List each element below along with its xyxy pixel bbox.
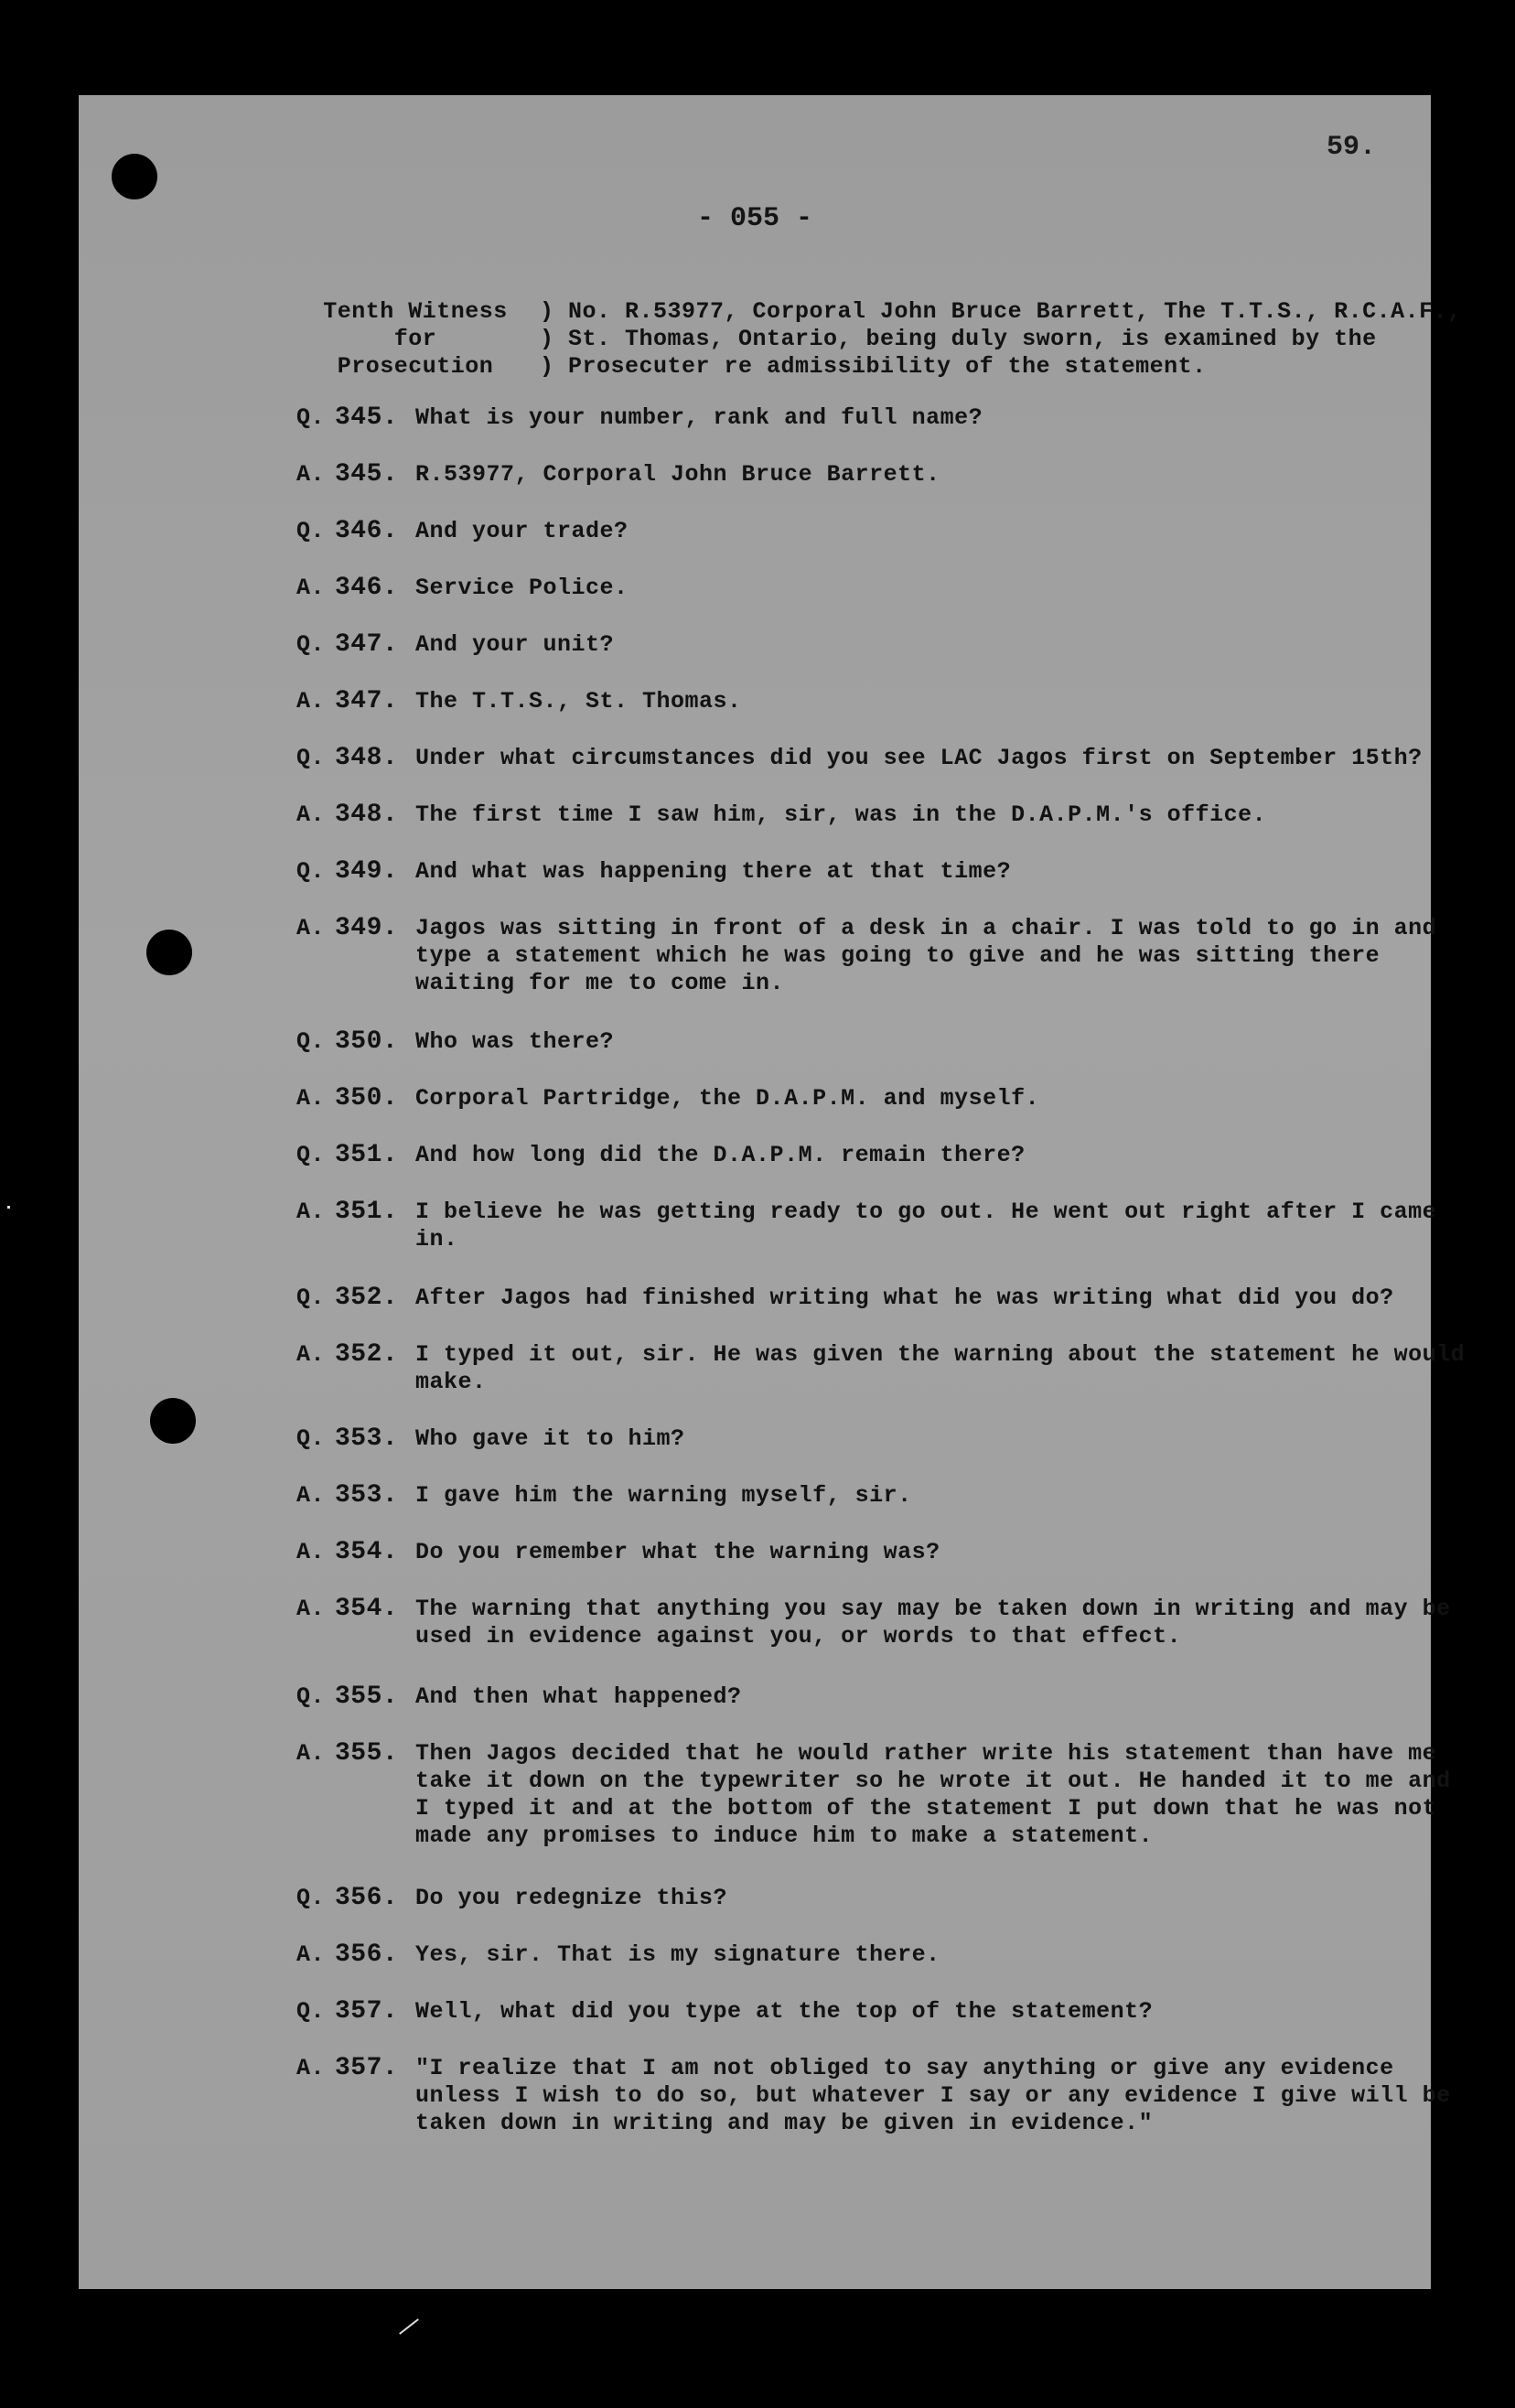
entry-number: 357. xyxy=(335,1997,399,2026)
entry-text: Do you redegnize this? xyxy=(415,1885,728,1911)
header-row xyxy=(291,353,1462,381)
entry-text: And what was happening there at that time? xyxy=(415,858,1012,885)
entry-number: 346. xyxy=(335,574,399,602)
header-row xyxy=(291,326,1462,353)
entry-text: Well, what did you type at the top of the statement? xyxy=(415,1998,1154,2025)
qa-entry xyxy=(296,1085,1467,1113)
header-detail: ) Prosecuter re admissibility of the statement. xyxy=(540,353,1207,380)
entry-number: 354. xyxy=(335,1595,399,1623)
entry-number: 352. xyxy=(335,1284,399,1312)
entry-text: After Jagos had finished writing what he was writing what did you do? xyxy=(415,1285,1394,1311)
entry-type: A. xyxy=(296,1740,326,1767)
entry-number: 348. xyxy=(335,801,399,829)
header-detail: ) No. R.53977, Corporal John Bruce Barrett, The T.T.S., R.C.A.F., xyxy=(540,298,1462,325)
entry-text: The T.T.S., St. Thomas. xyxy=(415,688,742,715)
entry-type: Q. xyxy=(296,1885,326,1911)
qa-entry xyxy=(296,1740,1467,1850)
qa-entry xyxy=(296,404,1467,432)
entry-type: A. xyxy=(296,461,326,488)
entry-type: A. xyxy=(296,1539,326,1565)
punch-hole-middle xyxy=(146,930,192,975)
entry-number: 351. xyxy=(335,1141,399,1169)
qa-entry xyxy=(296,745,1467,772)
qa-entry xyxy=(296,858,1467,886)
entry-text: "I realize that I am not obliged to say anything or give any evidence unless I wish to do so, but whatever I say or any evidence I give will be taken down in writing and may be given in evidence." xyxy=(415,2055,1451,2136)
entry-number: 352. xyxy=(335,1340,399,1369)
entry-number: 356. xyxy=(335,1884,399,1912)
qa-entry xyxy=(296,631,1467,659)
entry-text: R.53977, Corporal John Bruce Barrett. xyxy=(415,461,940,488)
document-page xyxy=(79,95,1466,2289)
entry-type: A. xyxy=(296,575,326,601)
qa-entry xyxy=(296,1285,1467,1312)
qa-entry xyxy=(296,1998,1467,2026)
entry-text: What is your number, rank and full name? xyxy=(415,404,983,431)
entry-type: Q. xyxy=(296,1285,326,1311)
entry-type: A. xyxy=(296,1596,326,1622)
page-number: - 055 - xyxy=(696,203,813,234)
entry-type: Q. xyxy=(296,1028,326,1055)
entry-text: Who gave it to him? xyxy=(415,1425,685,1452)
entry-type: A. xyxy=(296,1341,326,1368)
qa-entry xyxy=(296,1596,1467,1650)
entry-type: Q. xyxy=(296,1425,326,1452)
entry-type: A. xyxy=(296,801,326,828)
entry-number: 349. xyxy=(335,857,399,886)
header-label: Tenth Witness xyxy=(323,298,508,325)
header-row xyxy=(291,298,1462,326)
entry-text: And your unit? xyxy=(415,631,615,658)
entry-type: Q. xyxy=(296,1142,326,1168)
entry-number: 355. xyxy=(335,1739,399,1768)
entry-type: Q. xyxy=(296,1683,326,1710)
entry-text: Do you remember what the warning was? xyxy=(415,1539,940,1565)
punch-hole-bottom xyxy=(150,1398,196,1444)
header-label: for xyxy=(393,326,437,352)
qa-entry xyxy=(296,575,1467,602)
entry-text: I gave him the warning myself, sir. xyxy=(415,1482,912,1509)
entry-text: And your trade? xyxy=(415,518,629,544)
witness-header xyxy=(291,298,1462,381)
entry-number: 356. xyxy=(335,1940,399,1969)
qa-entry xyxy=(296,1341,1467,1396)
entry-number: 348. xyxy=(335,744,399,772)
entry-text: Under what circumstances did you see LAC Jagos first on September 15th? xyxy=(415,745,1423,771)
entry-number: 357. xyxy=(335,2054,399,2082)
entry-number: 353. xyxy=(335,1424,399,1453)
entry-text: Then Jagos decided that he would rather write his statement than have me take it down on the typewriter so he wrote it out. He handed it to me and I typed it and at the bottom of the statement I put down that he was not made any promises to induce him to make a statement. xyxy=(415,1740,1451,1849)
entry-text: The warning that anything you say may be taken down in writing and may be used in evidence against you, or words to that effect. xyxy=(415,1596,1451,1650)
qa-entry xyxy=(296,1941,1467,1969)
qa-entry xyxy=(296,461,1467,489)
entry-number: 349. xyxy=(335,914,399,942)
qa-entry xyxy=(296,1425,1467,1453)
qa-entry xyxy=(296,1683,1467,1711)
qa-entry xyxy=(296,518,1467,545)
qa-entry xyxy=(296,2055,1467,2137)
scan-speck xyxy=(399,2318,419,2335)
entry-type: A. xyxy=(296,1482,326,1509)
entry-type: Q. xyxy=(296,518,326,544)
entry-number: 347. xyxy=(335,630,399,659)
entry-type: Q. xyxy=(296,404,326,431)
entry-text: Yes, sir. That is my signature there. xyxy=(415,1941,940,1968)
entry-type: A. xyxy=(296,1085,326,1112)
entry-number: 347. xyxy=(335,687,399,715)
entry-number: 345. xyxy=(335,403,399,432)
entry-number: 350. xyxy=(335,1084,399,1113)
qa-entry xyxy=(296,688,1467,715)
entry-number: 351. xyxy=(335,1198,399,1226)
entry-number: 350. xyxy=(335,1027,399,1056)
entry-text: And how long did the D.A.P.M. remain there? xyxy=(415,1142,1026,1168)
entry-number: 354. xyxy=(335,1538,399,1566)
entry-number: 345. xyxy=(335,460,399,489)
entry-type: Q. xyxy=(296,745,326,771)
entry-type: A. xyxy=(296,1941,326,1968)
qa-entry xyxy=(296,1199,1467,1253)
entry-text: Corporal Partridge, the D.A.P.M. and myself. xyxy=(415,1085,1040,1112)
entry-number: 346. xyxy=(335,517,399,545)
punch-hole-top xyxy=(112,154,157,199)
entry-type: A. xyxy=(296,688,326,715)
entry-text: Jagos was sitting in front of a desk in a chair. I was told to go in and type a statement which he was going to give and he was sitting there waiting for me to come in. xyxy=(415,915,1437,996)
page-mark: 59. xyxy=(1326,132,1376,163)
qa-entry xyxy=(296,801,1467,829)
entry-type: A. xyxy=(296,1199,326,1225)
entry-type: A. xyxy=(296,2055,326,2081)
entry-text: I believe he was getting ready to go out. He went out right after I came in. xyxy=(415,1199,1437,1252)
qa-entry xyxy=(296,1539,1467,1566)
entry-type: Q. xyxy=(296,1998,326,2025)
entry-number: 353. xyxy=(335,1481,399,1510)
header-label: Prosecution xyxy=(337,353,494,380)
entry-text: Service Police. xyxy=(415,575,629,601)
qa-entry xyxy=(296,1885,1467,1912)
qa-entry xyxy=(296,1142,1467,1169)
qa-entry xyxy=(296,1028,1467,1056)
entry-text: The first time I saw him, sir, was in the D.A.P.M.'s office. xyxy=(415,801,1267,828)
qa-entry xyxy=(296,915,1467,997)
entry-number: 355. xyxy=(335,1682,399,1711)
entry-type: Q. xyxy=(296,631,326,658)
scan-speck xyxy=(7,1206,10,1209)
qa-entry xyxy=(296,1482,1467,1510)
entry-text: Who was there? xyxy=(415,1028,615,1055)
entry-type: A. xyxy=(296,915,326,941)
entry-text: I typed it out, sir. He was given the warning about the statement he would make. xyxy=(415,1341,1466,1395)
header-detail: ) St. Thomas, Ontario, being duly sworn, is examined by the xyxy=(540,326,1377,352)
entry-type: Q. xyxy=(296,858,326,885)
entry-text: And then what happened? xyxy=(415,1683,742,1710)
